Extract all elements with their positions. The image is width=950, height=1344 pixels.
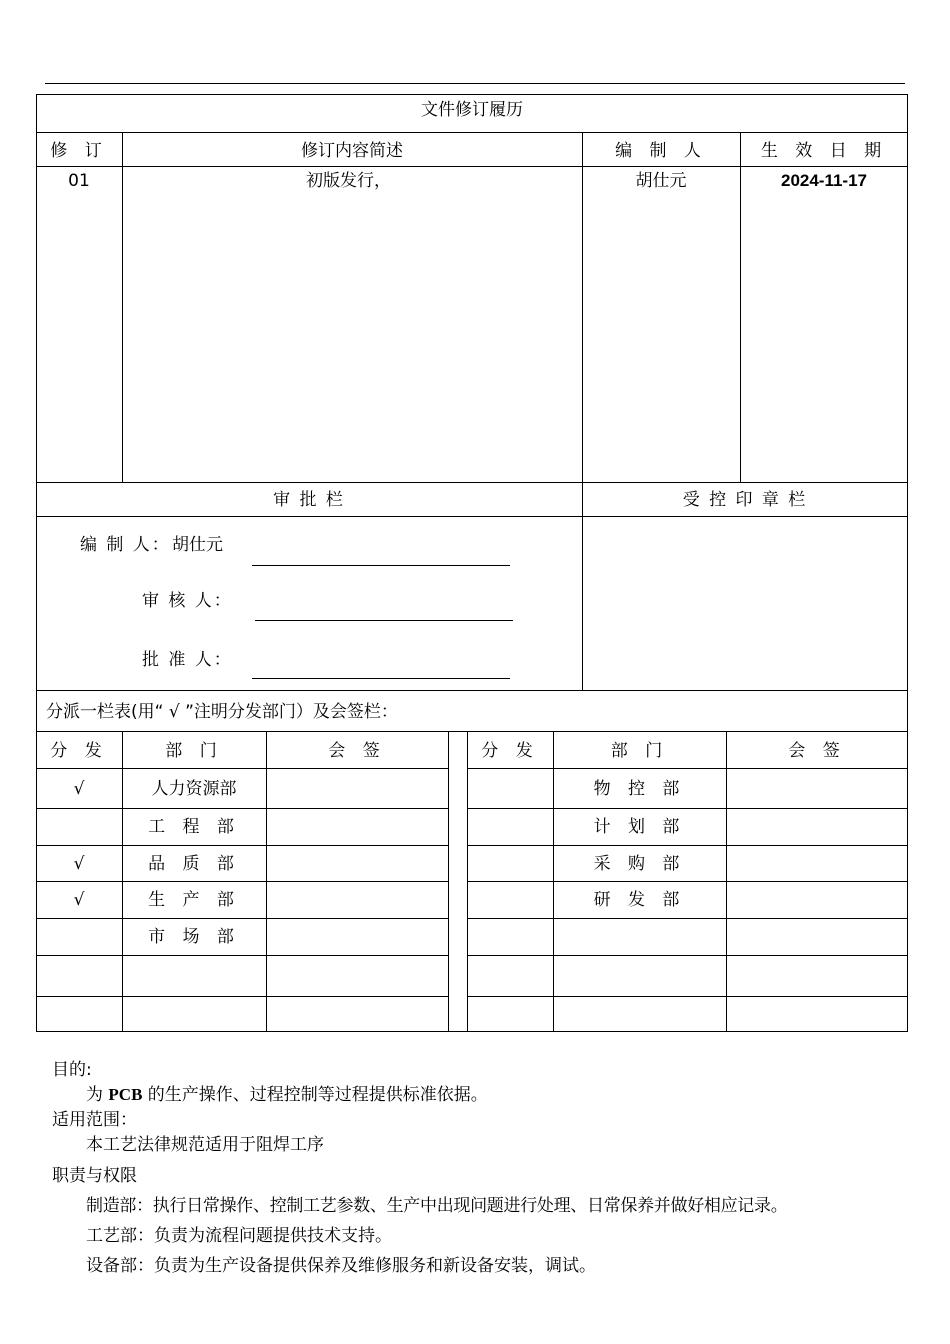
department-name: 市 场 部 <box>148 927 240 947</box>
purpose-text: 为 PCB 的生产操作、过程控制等过程提供标准依据。 <box>86 1085 488 1105</box>
department-name: 物 控 部 <box>593 779 686 799</box>
distribution-checkmark[interactable]: √ <box>73 854 85 874</box>
right-col-header-department: 部 门 <box>610 741 669 761</box>
responsibility-title: 职责与权限 <box>52 1166 137 1186</box>
department-name: 工 程 部 <box>148 817 240 837</box>
department-name: 生 产 部 <box>148 890 240 910</box>
approver-signature-line[interactable] <box>252 678 510 679</box>
department-name: 计 划 部 <box>593 817 686 837</box>
revision-table-title: 文件修订履历 <box>421 100 523 120</box>
reviewer-signature-line[interactable] <box>255 620 513 621</box>
department-name: 采 购 部 <box>593 854 686 874</box>
col-header-revision: 修 订 <box>50 141 108 161</box>
reviewer-label: 审 核 人： <box>142 591 233 611</box>
department-name: 研 发 部 <box>593 890 686 910</box>
approver-label: 批 准 人： <box>142 650 233 670</box>
distribution-checkmark[interactable]: √ <box>73 779 85 799</box>
approval-header: 审 批 栏 <box>273 490 345 510</box>
responsibility-item: 制造部：执行日常操作、控制工艺参数、生产中出现问题进行处理、日常保养并做好相应记录。 <box>86 1196 788 1216</box>
header-rule <box>45 83 905 84</box>
revision-date: 2024-11-17 <box>780 171 868 190</box>
responsibility-item: 工艺部：负责为流程问题提供技术支持。 <box>86 1226 392 1246</box>
col-header-summary: 修订内容简述 <box>301 141 403 161</box>
revision-summary: 初版发行， <box>306 171 391 191</box>
left-col-header-distribute: 分 发 <box>50 741 108 761</box>
department-name: 人力资源部 <box>151 779 237 799</box>
revision-author: 胡仕元 <box>635 171 687 191</box>
left-col-header-department: 部 门 <box>165 741 223 761</box>
purpose-title: 目的: <box>52 1060 92 1080</box>
compiler-name: 胡仕元 <box>172 535 223 555</box>
right-col-header-countersign: 会 签 <box>788 741 846 761</box>
compiler-label: 编 制 人： <box>80 535 171 555</box>
compiler-signature-line[interactable] <box>252 565 510 566</box>
stamp-header: 受 控 印 章 栏 <box>682 490 808 510</box>
left-col-header-countersign: 会 签 <box>328 741 386 761</box>
right-col-header-distribute: 分 发 <box>481 741 539 761</box>
distribution-checkmark[interactable]: √ <box>73 890 85 910</box>
department-name: 品 质 部 <box>148 854 240 874</box>
distribution-title: 分派一栏表(用“ √ ”注明分发部门）及会签栏： <box>46 702 398 722</box>
col-header-author: 编 制 人 <box>615 141 707 161</box>
responsibility-item: 设备部：负责为生产设备提供保养及维修服务和新设备安装，调试。 <box>86 1256 596 1276</box>
scope-title: 适用范围： <box>52 1110 137 1130</box>
col-header-date: 生 效 日 期 <box>760 141 888 161</box>
scope-text: 本工艺法律规范适用于阻焊工序 <box>86 1135 324 1155</box>
revision-number: 01 <box>68 171 90 191</box>
